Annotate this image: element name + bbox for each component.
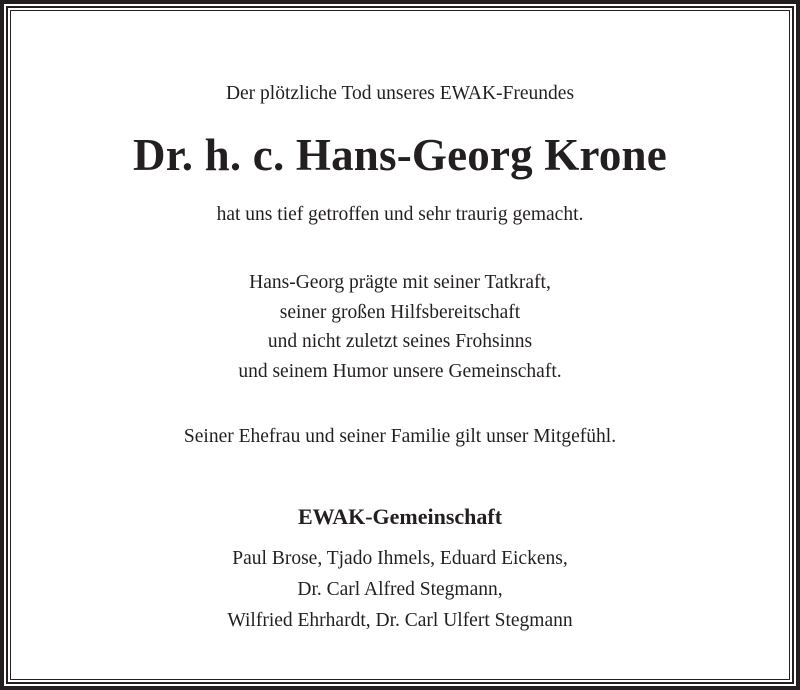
notice-border-outer: [6, 6, 794, 684]
tribute-line: seiner großen Hilfsbereitschaft: [279, 301, 521, 323]
deceased-name: Dr. h. c. Hans-Georg Krone: [133, 130, 667, 180]
notice-border-inner: [10, 10, 790, 680]
tribute-line: und nicht zuletzt seines Frohsinns: [267, 331, 533, 352]
members-line: Paul Brose, Tjado Ihmels, Eduard Eickens,: [232, 548, 568, 569]
members-line: Wilfried Ehrhardt, Dr. Carl Ulfert Stegmann: [227, 610, 573, 631]
condolence-text: Seiner Ehefrau und seiner Familie gilt unser Mitgefühl.: [183, 426, 617, 447]
tribute-line: Hans-Georg prägte mit seiner Tatkraft,: [249, 272, 551, 293]
subline-text: hat uns tief getroffen und sehr traurig gemacht.: [216, 204, 584, 225]
tribute-line: und seinem Humor unsere Gemeinschaft.: [238, 360, 562, 382]
tribute-paragraph: [11, 268, 789, 386]
intro-text: Der plötzliche Tod unseres EWAK-Freundes: [225, 83, 575, 104]
signature-members: [11, 543, 789, 636]
signature-group: EWAK-Gemeinschaft: [297, 504, 503, 529]
notice-frame: [4, 4, 796, 686]
members-line: Dr. Carl Alfred Stegmann,: [297, 579, 503, 600]
